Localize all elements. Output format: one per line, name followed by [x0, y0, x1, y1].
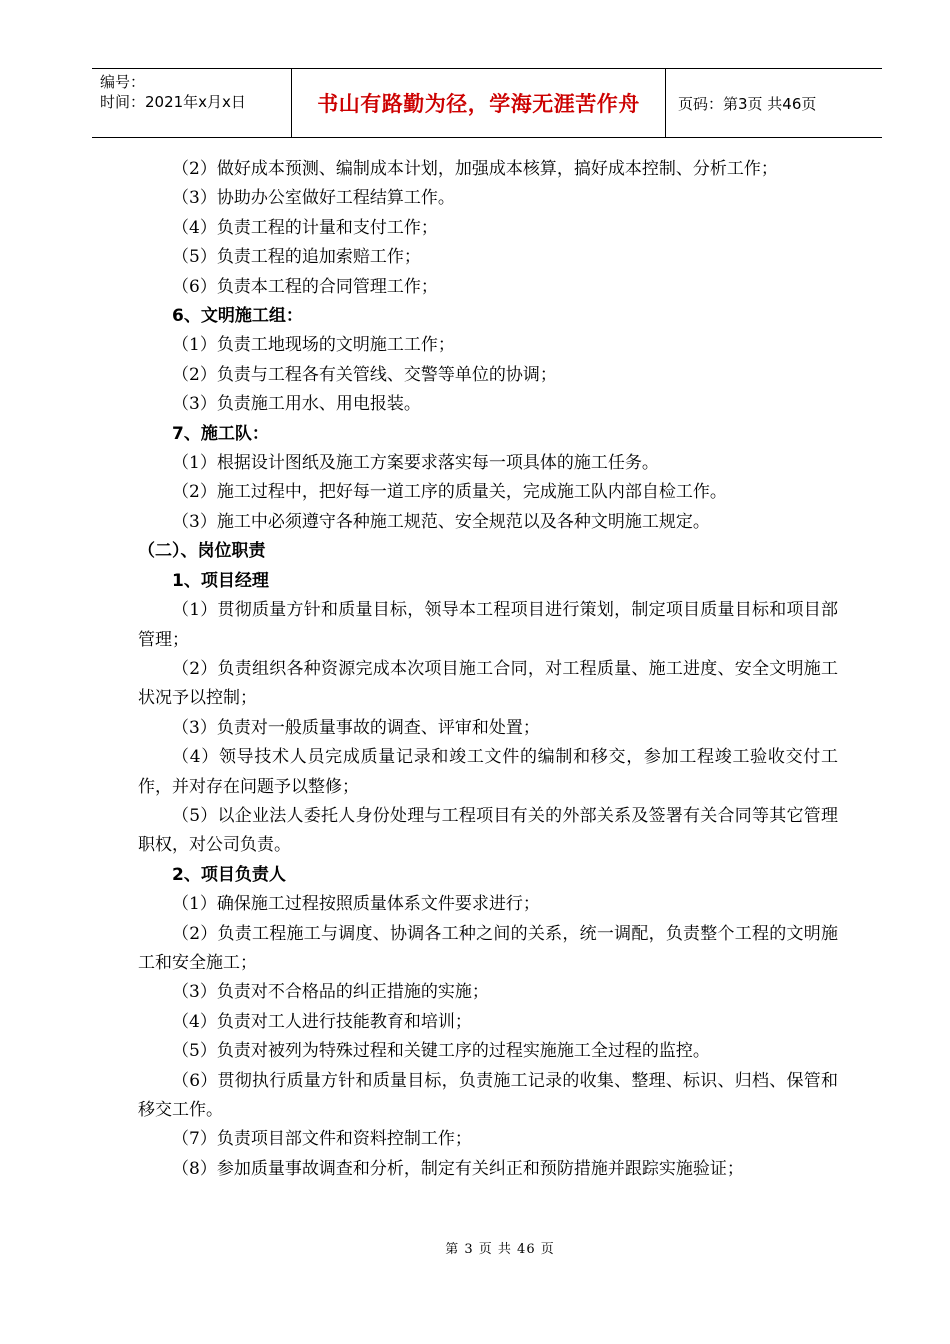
paragraph: （4）负责工程的计量和支付工作； — [172, 217, 438, 238]
header-motto: 书山有路勤为径，学海无涯苦作舟 — [292, 69, 666, 137]
paragraph: （5）负责工程的追加索赔工作； — [172, 247, 421, 268]
paragraph: （8）参加质量事故调查和分析，制定有关纠正和预防措施并跟踪实施验证； — [172, 1158, 744, 1179]
paragraph: （2）做好成本预测、编制成本计划，加强成本核算，搞好成本控制、分析工作； — [172, 159, 778, 179]
paragraph: （4）负责对工人进行技能教育和培训； — [172, 1011, 472, 1032]
paragraph: （2）负责组织各种资源完成本次项目施工合同，对工程质量、施工进度、安全文明施工状况予以控制； — [138, 658, 838, 709]
paragraph: （6）负责本工程的合同管理工作； — [172, 276, 438, 297]
document-body — [138, 155, 838, 1184]
paragraph: （1）负责工地现场的文明施工工作； — [172, 335, 455, 356]
document-time-label: 时间：2021年x月x日 — [100, 93, 246, 111]
paragraph: （5）负责对被列为特殊过程和关键工序的过程实施施工全过程的监控。 — [172, 1041, 710, 1062]
paragraph: （2）施工过程中，把好每一道工序的质量关，完成施工队内部自检工作。 — [172, 482, 727, 503]
paragraph: （2）负责工程施工与调度、协调各工种之间的关系，统一调配，负责整个工程的文明施工和安全施工； — [138, 923, 838, 973]
subsection-heading: 6、文明施工组： — [172, 306, 303, 327]
subsection-heading: 7、施工队： — [172, 423, 269, 444]
paragraph: （2）负责与工程各有关管线、交警等单位的协调； — [172, 364, 557, 385]
document-number-label: 编号： — [100, 73, 146, 91]
paragraph: （3）协助办公室做好工程结算工作。 — [172, 188, 455, 209]
section-heading: （二）、岗位职责 — [138, 541, 266, 562]
paragraph: （6）贯彻执行质量方针和质量目标，负责施工记录的收集、整理、标识、归档、保管和移交工作。 — [138, 1070, 838, 1120]
paragraph: （4）领导技术人员完成质量记录和竣工文件的编制和移交，参加工程竣工验收交付工作，并对存在问题予以整修； — [138, 747, 838, 797]
paragraph: （7）负责项目部文件和资料控制工作； — [172, 1129, 472, 1150]
page-header — [92, 68, 882, 138]
subsection-heading: 2、项目负责人 — [172, 864, 286, 885]
paragraph: （5）以企业法人委托人身份处理与工程项目有关的外部关系及签署有关合同等其它管理职权，对公司负责。 — [138, 805, 838, 856]
paragraph: （3）负责施工用水、用电报装。 — [172, 394, 421, 415]
header-page-info: 页码：第3页 共46页 — [678, 94, 817, 113]
paragraph: （1）确保施工过程按照质量体系文件要求进行； — [172, 894, 540, 915]
page-footer: 第 3 页 共 46 页 — [445, 1242, 555, 1257]
paragraph: （3）施工中必须遵守各种施工规范、安全规范以及各种文明施工规定。 — [172, 511, 710, 532]
header-meta — [92, 69, 292, 137]
paragraph: （1）贯彻质量方针和质量目标，领导本工程项目进行策划，制定项目质量目标和项目部管理； — [138, 600, 838, 650]
paragraph: （3）负责对一般质量事故的调查、评审和处置； — [172, 717, 540, 738]
paragraph: （3）负责对不合格品的纠正措施的实施； — [172, 982, 489, 1003]
paragraph: （1）根据设计图纸及施工方案要求落实每一项具体的施工任务。 — [172, 453, 659, 474]
subsection-heading: 1、项目经理 — [172, 570, 269, 591]
